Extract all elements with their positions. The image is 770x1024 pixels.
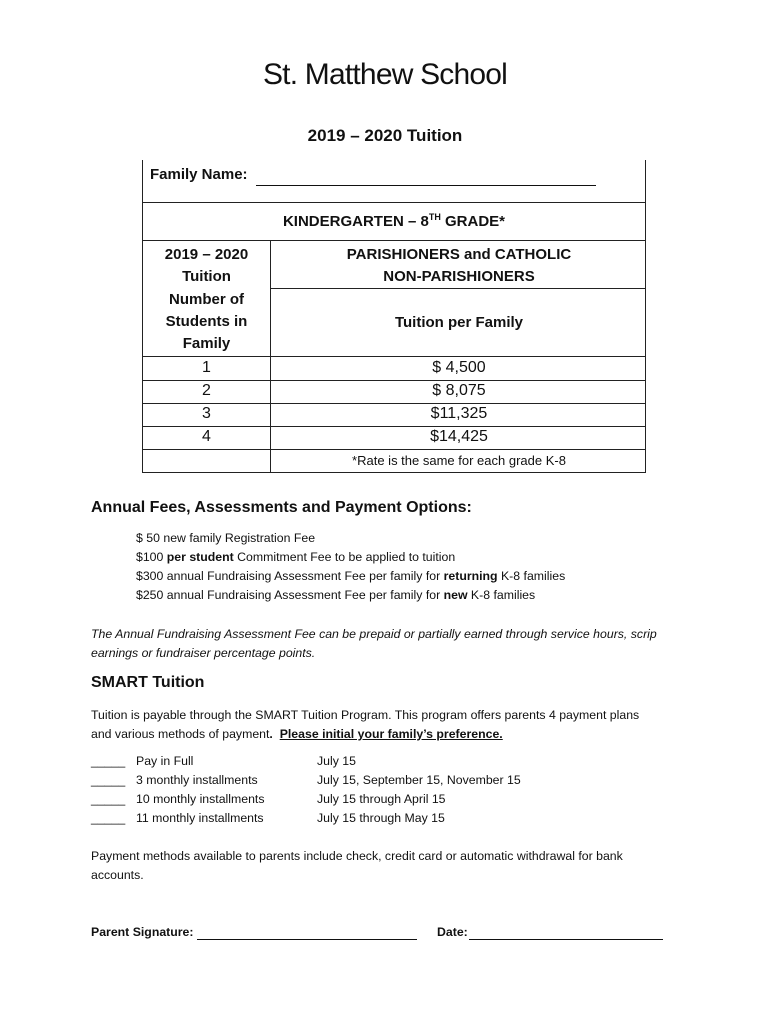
table-divider bbox=[271, 288, 645, 289]
family-name-label: Family Name: bbox=[150, 166, 248, 183]
tuition-label: Tuition per Family bbox=[394, 314, 524, 331]
parent-signature-field[interactable] bbox=[197, 939, 417, 940]
table-row-tuition: $14,425 bbox=[430, 428, 488, 445]
col1-heading: 2019 – 2020 Tuition bbox=[164, 246, 249, 285]
rate-note: *Rate is the same for each grade K-8 bbox=[352, 453, 566, 468]
date-label: Date: bbox=[437, 925, 468, 939]
grade-heading: KINDERGARTEN – 8TH GRADE* bbox=[282, 212, 506, 230]
fundraising-note: The Annual Fundraising Assessment Fee can be prepaid or partially earned through service hours, scrip earnings or fundraiser percentage points. bbox=[91, 627, 657, 660]
table-row-students: 1 bbox=[202, 359, 211, 376]
table-row-tuition: $ 8,075 bbox=[432, 382, 486, 399]
parent-signature-label: Parent Signature: bbox=[91, 925, 194, 939]
fee-new: $250 annual Fundraising Assessment Fee per family for new K-8 families bbox=[136, 588, 536, 602]
page-title: St. Matthew School bbox=[262, 58, 508, 91]
payment-option-row[interactable]: _____ 11 monthly installments July 15 through May 15 bbox=[91, 811, 445, 825]
table-row-tuition: $11,325 bbox=[430, 405, 488, 422]
table-row-tuition: $ 4,500 bbox=[432, 359, 486, 376]
initial-blank[interactable]: _____ bbox=[91, 792, 126, 806]
fees-heading: Annual Fees, Assessments and Payment Options: bbox=[91, 499, 472, 516]
payment-options bbox=[91, 752, 521, 828]
date-field[interactable] bbox=[469, 939, 663, 940]
table-divider bbox=[143, 240, 645, 241]
initial-blank[interactable]: _____ bbox=[91, 773, 126, 787]
payment-option-row[interactable]: _____ 3 monthly installments July 15, September 15, November 15 bbox=[91, 773, 521, 787]
table-row-students: 2 bbox=[202, 382, 211, 399]
fee-commitment: $100 per student Commitment Fee to be applied to tuition bbox=[136, 550, 456, 564]
tuition-table bbox=[142, 160, 646, 473]
payment-methods: Payment methods available to parents include check, credit card or automatic withdrawal for bank accounts. bbox=[91, 849, 623, 882]
fee-returning: $300 annual Fundraising Assessment Fee per family for returning K-8 families bbox=[136, 569, 566, 583]
smart-intro: Tuition is payable through the SMART Tuition Program. This program offers parents 4 payment plans and various methods of payment. Please initial your family’s preference. bbox=[91, 708, 640, 741]
initial-blank[interactable]: _____ bbox=[91, 811, 126, 825]
table-row-students: 3 bbox=[202, 405, 211, 422]
fees-list bbox=[136, 529, 565, 605]
payment-option-row[interactable]: _____ 10 monthly installments July 15 through April 15 bbox=[91, 792, 446, 806]
students-label: Number of Students in Family bbox=[165, 291, 248, 352]
payment-option-row[interactable]: _____ Pay in Full July 15 bbox=[91, 754, 356, 768]
col2-heading: PARISHIONERS and CATHOLIC NON-PARISHIONERS bbox=[346, 246, 572, 285]
table-divider bbox=[143, 449, 645, 450]
table-divider bbox=[143, 202, 645, 203]
page-subtitle: 2019 – 2020 Tuition bbox=[307, 126, 463, 145]
smart-heading: SMART Tuition bbox=[91, 674, 205, 691]
fee-registration: $ 50 new family Registration Fee bbox=[136, 531, 316, 545]
table-row-students: 4 bbox=[202, 428, 211, 445]
initial-blank[interactable]: _____ bbox=[91, 754, 126, 768]
family-name-field[interactable] bbox=[256, 185, 596, 186]
